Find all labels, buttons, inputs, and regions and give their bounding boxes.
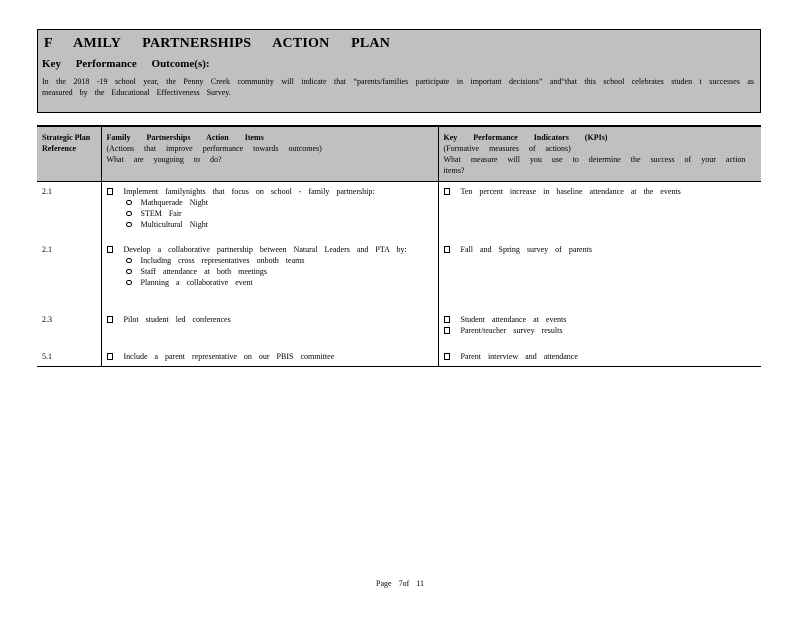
action-item-text: Implement familynights that focus on school - family partnership: [123, 187, 375, 196]
key-performance-outcome-heading: Key Performance Outcome(s): [42, 58, 210, 70]
page-number: Page 7of 11 [376, 579, 424, 588]
row-kpis [438, 182, 761, 240]
kpi-item: Parent interview and attendance [444, 351, 757, 362]
row-action-items [101, 182, 438, 240]
kpi-item: Parent/teacher survey results [444, 325, 757, 336]
kpi-item: Ten percent increase in baseline attendance at the events [444, 186, 757, 197]
row-reference: 5.1 [37, 347, 101, 367]
action-items-question: What are yougoing to do? [106, 155, 222, 164]
action-item: Pilot student led conferences [107, 314, 433, 325]
row-kpis [438, 240, 761, 310]
header-strategic-plan-reference-label: Strategic Plan Reference [42, 133, 91, 153]
action-item: Include a parent representative on our PBIS committee [107, 351, 433, 362]
kpi-item: Fall and Spring survey of parents [444, 244, 757, 255]
document-title: F AMILY PARTNERSHIPS ACTION PLAN [44, 36, 391, 51]
row-kpis [438, 347, 761, 367]
kpis-question: What measure will you use to determine the success of your action items? [443, 155, 746, 175]
table-row [37, 182, 761, 240]
table-row [37, 240, 761, 310]
kpis-title: Key Performance Indicators (KPIs) [443, 133, 608, 142]
row-action-items [101, 240, 438, 310]
kpi-item: Student attendance at events [444, 314, 757, 325]
header-action-items [101, 126, 438, 182]
row-action-items [101, 310, 438, 347]
row-reference: 2.1 [42, 187, 52, 196]
row-reference: 2.3 [42, 314, 52, 324]
kpis-subtitle: (Formative measures of actions) [443, 144, 571, 153]
action-plan-table [37, 125, 761, 367]
row-reference: 2.1 [42, 244, 52, 254]
action-item [107, 186, 433, 230]
sub-item: Mathquerade Night [124, 197, 433, 208]
plan-header [37, 29, 761, 113]
sub-item: STEM Fair [124, 208, 433, 219]
table-row [37, 310, 761, 347]
action-items-title: Family Partnerships Action Items [106, 133, 264, 142]
sub-item: Including cross representatives onboth teams [124, 255, 433, 266]
row-action-items [101, 347, 438, 367]
row-kpis [438, 310, 761, 347]
sub-item: Staff attendance at both meetings [124, 266, 433, 277]
sub-item: Planning a collaborative event [124, 277, 433, 288]
action-item [107, 244, 433, 288]
header-strategic-plan-reference [37, 126, 101, 182]
table-header-row [37, 126, 761, 182]
table-row [37, 347, 761, 367]
header-kpis [438, 126, 761, 182]
outcome-statement: In the 2018 -19 school year, the Penny Creek community will indicate that “parents/families participate in important decisions” and“that this school celebrates studen t successes as measured by the Educational Effectiveness Survey. [42, 77, 754, 97]
sub-item: Multicultural Night [124, 219, 433, 230]
action-item-text: Develop a collaborative partnership between Natural Leaders and PTA by: [123, 244, 407, 254]
action-items-subtitle: (Actions that improve performance towards outcomes) [106, 144, 322, 153]
